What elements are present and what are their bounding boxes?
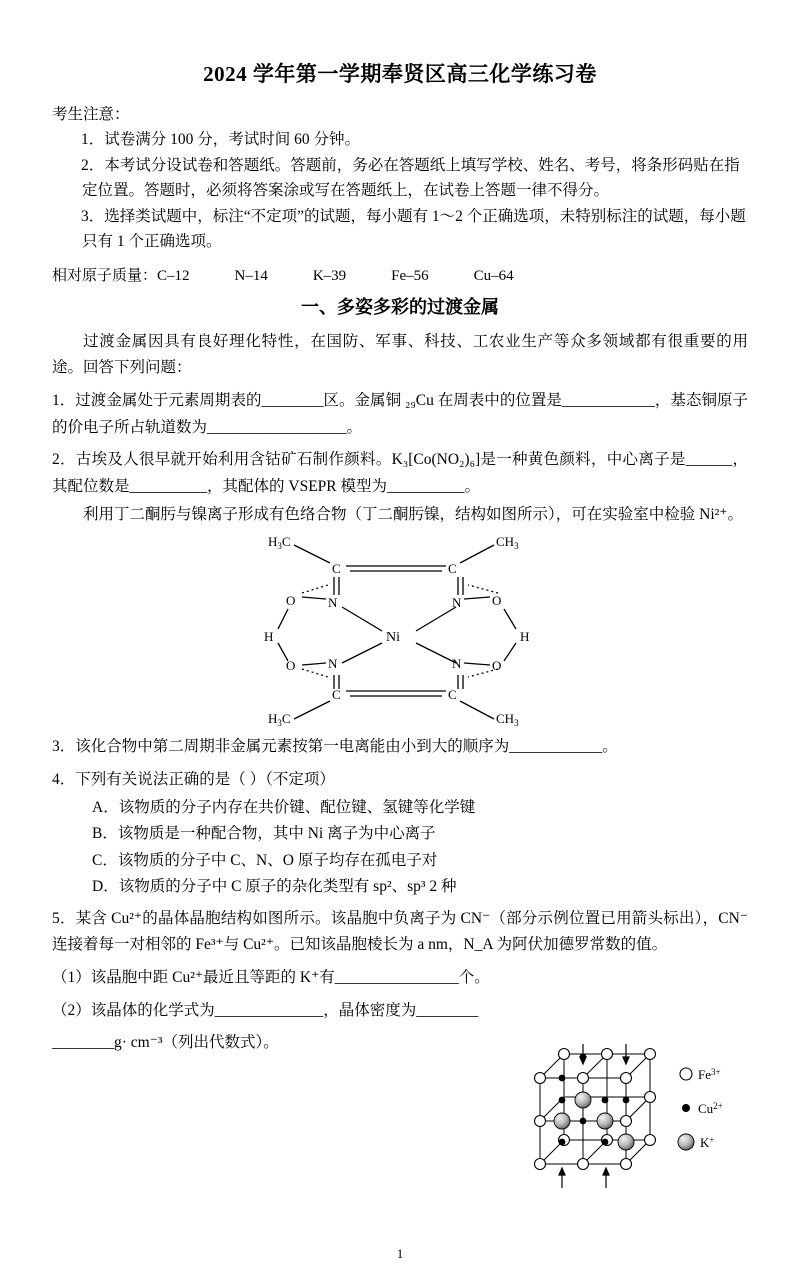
legend-label-cu: $Cu^{2+}$: [698, 1101, 723, 1116]
notice-item-3: 3．选择类试题中，标注“不定项”的试题，每小题有 1～2 个正确选项，未特别标注的试题，每小题只有 1 个正确选项。: [81, 208, 746, 251]
label-ch3-bottom-right: $CH_3$: [496, 711, 519, 729]
question-4-option-c: C．该物质的分子中 C、N、O 原子均存在孤电子对: [92, 851, 438, 869]
label-c-bottom-left: C: [332, 687, 341, 703]
label-n-bottom-left: N: [328, 656, 338, 672]
label-n-top-left: N: [328, 595, 338, 611]
question-5-part-2b: ________g· cm⁻³（列出代数式）。: [52, 1034, 279, 1052]
label-ni-center: Ni: [386, 630, 400, 646]
label-o-top-right: O: [492, 593, 502, 609]
question-5-part-1: （1）该晶胞中距 Cu²⁺最近且等距的 K⁺有________________个。: [52, 968, 490, 986]
label-o-bottom-left: O: [286, 658, 296, 674]
legend-filled-dot-icon: [682, 1104, 690, 1112]
question-4-option-b: B．该物质是一种配合物，其中 Ni 离子为中心离子: [92, 825, 436, 843]
section-title: 一、多姿多彩的过渡金属: [301, 296, 499, 317]
legend-open-circle-icon: [680, 1068, 692, 1080]
label-n-top-right: N: [452, 595, 462, 611]
question-2-note: 利用丁二酮肟与镍离子形成有色络合物（丁二酮肟镍，结构如图所示），可在实验室中检验 Ni²⁺。: [83, 506, 743, 524]
label-h-right: H: [520, 629, 530, 645]
label-c-top-right: C: [448, 561, 457, 577]
atomic-mass-line: 相对原子质量：C–12 N–14 K–39 Fe–56 Cu–64: [52, 267, 514, 284]
page-title: 2024 学年第一学期奉贤区高三化学练习卷: [203, 62, 597, 86]
label-o-top-left: O: [286, 593, 296, 609]
question-4-option-d: D．该物质的分子中 C 原子的杂化类型有 sp²、sp³ 2 种: [92, 877, 457, 895]
label-n-bottom-right: N: [452, 656, 462, 672]
label-c-bottom-right: C: [448, 687, 457, 703]
crystal-cell-svg: [526, 1042, 756, 1192]
label-ch3-top-left: $H_3C$: [268, 534, 291, 552]
notice-item-2: 2．本考试分设试卷和答题纸。答题前，务必在答题纸上填写学校、姓名、考号，将条形码贴在指定位置。答题时，必须将答案涂或写在答题纸上，在试卷上答题一律不得分。: [81, 157, 740, 200]
question-2: 2．古埃及人很早就开始利用含钴矿石制作颜料。K₃[Co(NO₂)₆]是一种黄色颜料，中心离子是______，其配位数是__________，其配体的 VSEPR 模型为__________。: [52, 451, 748, 495]
figure-crystal-cell: [526, 1042, 756, 1197]
label-ch3-bottom-left: $H_3C$: [268, 711, 291, 729]
question-5-part-2a: （2）该晶体的化学式为______________，晶体密度为________: [52, 1001, 479, 1019]
label-ch3-top-right: $CH_3$: [496, 534, 519, 552]
section-intro: 过渡金属因具有良好理化特性，在国防、军事、科技、工农业生产等众多领域都有很重要的用途。回答下列问题：: [52, 332, 748, 377]
dmg-structure-svg: [250, 533, 550, 728]
label-o-bottom-right: O: [492, 658, 502, 674]
question-5-stem: 5．某含 Cu²⁺的晶体晶胞结构如图所示。该晶胞中负离子为 CN⁻（部分示例位置已用箭头标出），CN⁻连接着每一对相邻的 Fe³⁺与 Cu²⁺。已知该晶胞棱长为 a nm，N_A 为阿伏加德罗常数的值。: [52, 909, 748, 954]
legend-label-k: K+: [700, 1135, 715, 1150]
legend-label-fe: $Fe^{3+}$: [698, 1067, 721, 1082]
notice-heading: 考生注意：: [52, 106, 130, 123]
label-c-top-left: C: [332, 561, 341, 577]
label-h-left: H: [264, 629, 274, 645]
figure-dimethylglyoxime-nickel: [52, 533, 748, 728]
page-number: 1: [396, 1246, 404, 1261]
question-3: 3．该化合物中第二周期非金属元素按第一电离能由小到大的顺序为____________。: [52, 738, 618, 756]
question-1: 1．过渡金属处于元素周期表的________区。金属铜 ₂₉Cu 在周表中的位置是____________，基态铜原子的价电子所占轨道数为__________________。: [52, 391, 748, 436]
question-4-option-a: A．该物质的分子内存在共价键、配位键、氢键等化学键: [92, 799, 476, 817]
question-4-stem: 4．下列有关说法正确的是（ ）（不定项）: [52, 770, 335, 788]
notice-item-1: 1．试卷满分 100 分，考试时间 60 分钟。: [81, 131, 361, 148]
legend-shaded-sphere-icon: [678, 1134, 694, 1150]
